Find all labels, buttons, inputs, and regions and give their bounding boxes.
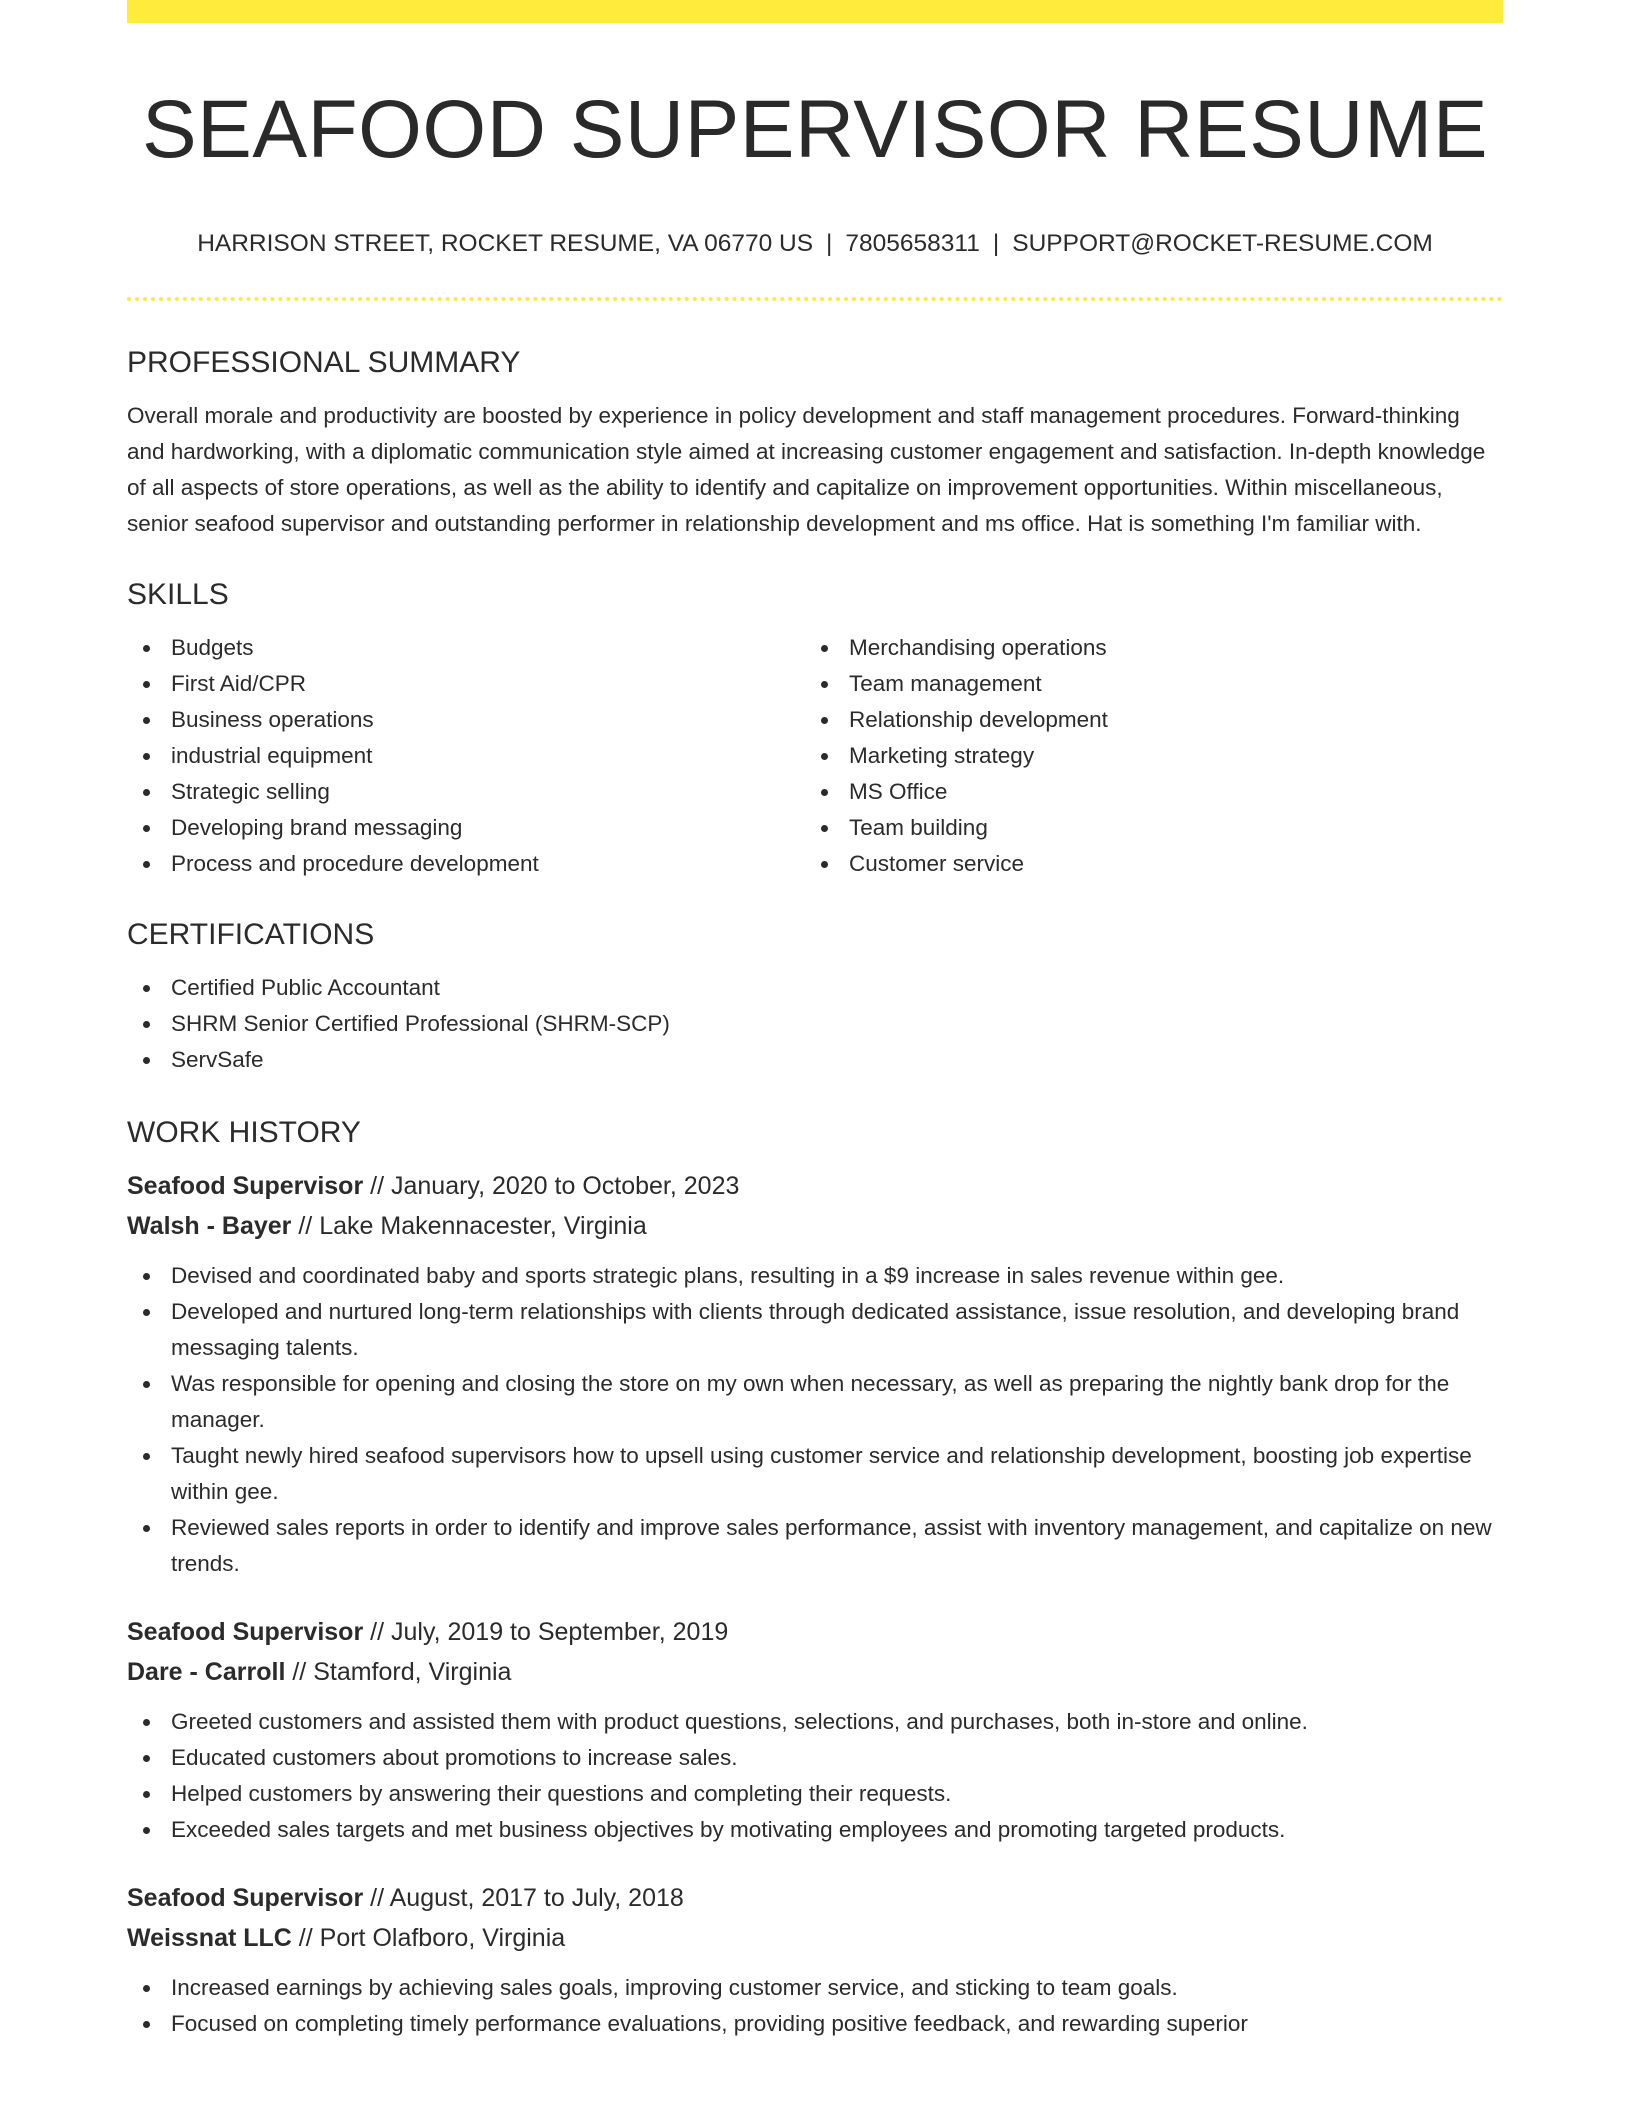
job-dates: August, 2017 to July, 2018 (389, 1883, 684, 1912)
delimiter: // (298, 1211, 313, 1240)
certifications-heading: CERTIFICATIONS (127, 917, 375, 951)
job-location: Port Olafboro, Virginia (319, 1923, 566, 1952)
contact-separator: | (992, 230, 1000, 258)
resume-page (127, 0, 1503, 2042)
skill-item: Team management (805, 666, 1483, 702)
job-role: Seafood Supervisor (127, 1883, 364, 1912)
job-company: Walsh - Bayer (127, 1211, 292, 1240)
duty-item: Focused on completing timely performance evaluations, providing positive feedback, and rewarding superior (127, 2006, 1503, 2042)
skill-item: Business operations (127, 702, 805, 738)
job-entry (127, 1166, 1503, 1582)
skill-item: MS Office (805, 774, 1483, 810)
contact-phone: 7805658311 (845, 230, 980, 258)
skill-item: Marketing strategy (805, 738, 1483, 774)
duty-item: Developed and nurtured long-term relationships with clients through dedicated assistance, issue resolution, and developing brand messaging talents. (127, 1294, 1503, 1366)
skill-item: Budgets (127, 630, 805, 666)
delimiter: // (370, 1883, 385, 1912)
job-entry (127, 1878, 1503, 2042)
delimiter: // (298, 1923, 313, 1952)
job-dates: July, 2019 to September, 2019 (390, 1617, 729, 1646)
job-location: Lake Makennacester, Virginia (319, 1211, 647, 1240)
work-history-heading: WORK HISTORY (127, 1115, 361, 1149)
delimiter: // (292, 1657, 307, 1686)
job-company: Weissnat LLC (127, 1923, 292, 1952)
summary-text: Overall morale and productivity are boosted by experience in policy development and staff management procedures. Forward-thinking and hardworking, with a diplomatic communication style aimed at increasing customer engagement and satisfaction. In-depth knowledge of all aspects of store operations, as well as the ability to identify and capitalize on improvement opportunities. Within miscellaneous, senior seafood supervisor and outstanding performer in relationship development and ms office. Hat is something I'm familiar with. (127, 402, 1486, 536)
certifications-list (127, 970, 1503, 1078)
duty-item: Taught newly hired seafood supervisors how to upsell using customer service and relationship development, boosting job expertise within gee. (127, 1438, 1503, 1510)
skill-item: Developing brand messaging (127, 810, 805, 846)
summary-heading: PROFESSIONAL SUMMARY (127, 345, 521, 379)
job-role: Seafood Supervisor (127, 1617, 364, 1646)
delimiter: // (370, 1171, 385, 1200)
job-dates: January, 2020 to October, 2023 (390, 1171, 740, 1200)
contact-email[interactable]: SUPPORT@ROCKET-RESUME.COM (1012, 230, 1433, 258)
duty-item: Exceeded sales targets and met business objectives by motivating employees and promoting targeted products. (127, 1812, 1503, 1848)
job-location: Stamford, Virginia (313, 1657, 512, 1686)
skill-item: Strategic selling (127, 774, 805, 810)
skills-heading: SKILLS (127, 577, 229, 611)
skill-item: Relationship development (805, 702, 1483, 738)
skill-item: Merchandising operations (805, 630, 1483, 666)
skill-item: Process and procedure development (127, 846, 805, 882)
job-entry (127, 1612, 1503, 1848)
job-duties (127, 1970, 1503, 2042)
dotted-divider (127, 297, 1503, 301)
duty-item: Increased earnings by achieving sales goals, improving customer service, and sticking to team goals. (127, 1970, 1503, 2006)
skill-item: Customer service (805, 846, 1483, 882)
duty-item: Reviewed sales reports in order to identify and improve sales performance, assist with inventory management, and capitalize on new trends. (127, 1510, 1503, 1582)
skill-item: industrial equipment (127, 738, 805, 774)
resume-title: SEAFOOD SUPERVISOR RESUME (141, 84, 1489, 175)
certification-item: Certified Public Accountant (127, 970, 1503, 1006)
certification-item: SHRM Senior Certified Professional (SHRM-SCP) (127, 1006, 1503, 1042)
job-duties (127, 1258, 1503, 1582)
job-company-line (127, 1918, 1503, 1958)
duty-item: Helped customers by answering their questions and completing their requests. (127, 1776, 1503, 1812)
job-company-line (127, 1206, 1503, 1246)
contact-address: HARRISON STREET, ROCKET RESUME, VA 06770 US (197, 230, 814, 258)
job-title-line (127, 1612, 1503, 1652)
top-accent-bar (127, 0, 1503, 23)
job-duties (127, 1704, 1503, 1848)
skills-column-right (805, 630, 1483, 882)
job-title-line (127, 1166, 1503, 1206)
job-title-line (127, 1878, 1503, 1918)
skills-column-left (127, 630, 805, 882)
skills-list (127, 630, 1503, 882)
job-company: Dare - Carroll (127, 1657, 286, 1686)
duty-item: Greeted customers and assisted them with product questions, selections, and purchases, both in-store and online. (127, 1704, 1503, 1740)
skill-item: Team building (805, 810, 1483, 846)
certification-item: ServSafe (127, 1042, 1503, 1078)
duty-item: Was responsible for opening and closing the store on my own when necessary, as well as preparing the nightly bank drop for the manager. (127, 1366, 1503, 1438)
job-role: Seafood Supervisor (127, 1171, 364, 1200)
duty-item: Educated customers about promotions to increase sales. (127, 1740, 1503, 1776)
duty-item: Devised and coordinated baby and sports strategic plans, resulting in a $9 increase in sales revenue within gee. (127, 1258, 1503, 1294)
skill-item: First Aid/CPR (127, 666, 805, 702)
contact-separator: | (826, 230, 833, 258)
contact-line (127, 232, 1503, 257)
job-company-line (127, 1652, 1503, 1692)
delimiter: // (370, 1617, 385, 1646)
